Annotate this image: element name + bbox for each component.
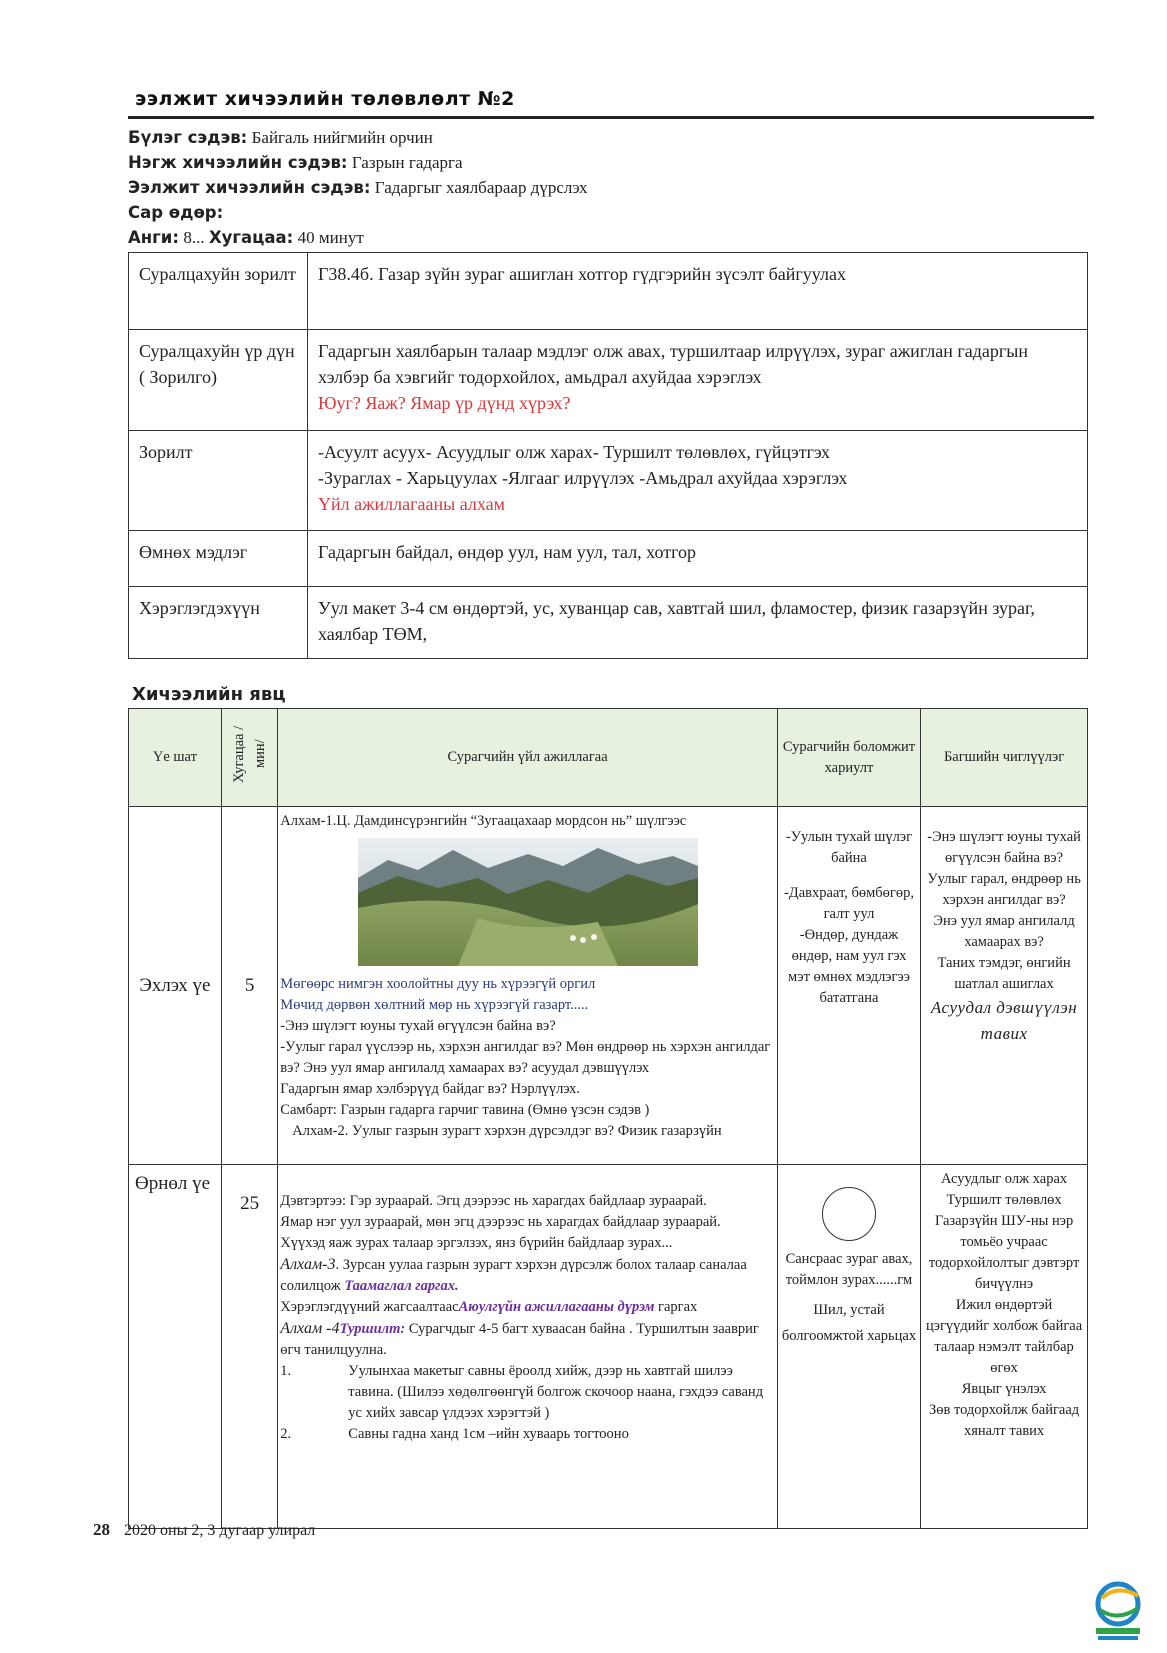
process-title: Хичээлийн явц <box>132 684 286 705</box>
question-text: -Уулыг гарал үүслээр нь, хэрхэн ангилдаг вэ? Мөн өндрөөр нь хэрхэн ангилдаг вэ? Энэ уул ямар ангилалд хамаарах вэ? асуудал дэвшүүлэх <box>280 1039 771 1076</box>
row-key: Суралцахуйн зорилт <box>129 253 308 330</box>
header-time <box>221 709 277 807</box>
list-number: 2. <box>280 1426 292 1442</box>
teacher-text: Газарзүйн ШУ-ны нэр томьёо учраас тодорхойлолтыг дэвтэрт бичүүлнэ <box>928 1213 1080 1292</box>
row-value <box>308 330 1088 431</box>
unit-value: Газрын гадарга <box>351 153 463 172</box>
answer-text: -Уулын тухай шүлэг байна <box>785 829 913 866</box>
table-row <box>129 531 1088 587</box>
step-text: . Зурсан уулаа газрын зурагт хэрхэн дүрсэлж болох талаар саналаа солилцож <box>280 1257 747 1294</box>
question-text: -Энэ шүлэгт юуны тухай өгүүлсэн байна вэ? <box>280 1018 556 1034</box>
grade-label: Анги: <box>128 228 179 247</box>
publisher-logo-icon <box>1088 1576 1148 1646</box>
teacher-text: Туршилт төлөвлөх <box>946 1192 1062 1208</box>
activity-text: Хүүхэд яаж зурах талаар эргэлзэх, янз бүрийн байдлаар зурах... <box>280 1235 673 1251</box>
page-footer <box>93 1520 315 1540</box>
section-value: Байгаль нийгмийн орчин <box>251 128 433 147</box>
activity-text: Ямар нэг уул зураарай, мөн эгц дээрээс нь харагдах байдлаар зураарай. <box>280 1214 721 1230</box>
grade-value: 8... <box>183 228 205 247</box>
teacher-text: Ижил өндөртэй цэгүүдийг холбож байгаа талаар нэмэлт тайлбар өгөх <box>925 1297 1083 1376</box>
board-text: Самбарт: Газрын гадарга гарчиг тавина (Өмнө үзсэн сэдэв ) <box>280 1102 650 1118</box>
teacher-cell <box>921 1165 1088 1529</box>
page-number: 28 <box>93 1520 110 1539</box>
table-row <box>129 330 1088 431</box>
row-key: Суралцахуйн үр дүн ( Зорилго) <box>129 330 308 431</box>
step-text: Хэрэглэгдүүний жагсаалтаас <box>280 1299 459 1315</box>
row-value <box>308 253 1088 330</box>
table-row <box>129 1165 1088 1529</box>
table-header-row <box>129 709 1088 807</box>
row-value <box>308 531 1088 587</box>
row-line: Уул макет 3-4 см өндөртэй, ус, хуванцар сав, хавтгай шил, фламостер, физик газарзүйн зураг, хаялбар ТӨМ, <box>318 598 1035 644</box>
list-number: 1. <box>280 1363 292 1379</box>
teacher-text: Явцыг үнэлэх <box>961 1381 1047 1397</box>
row-note: Юуг? Яаж? Ямар үр дүнд хүрэх? <box>318 393 571 413</box>
answer-text: Сансраас зураг авах, тоймлон зурах......гм <box>785 1251 913 1288</box>
header-teacher: Багшийн чиглүүлэг <box>921 709 1088 807</box>
lesson-label: Ээлжит хичээлийн сэдэв: <box>128 178 371 197</box>
poem-line: Мөгөөрс нимгэн хоолойтны дуу нь хүрээгүй оргил <box>280 976 596 992</box>
row-key: Өмнөх мэдлэг <box>129 531 308 587</box>
duration-value: 40 минут <box>297 228 364 247</box>
row-line: Г38.4б. Газар зүйн зураг ашиглан хотгор гүдгэрийн зүсэлт байгуулах <box>318 264 846 284</box>
step-text: Алхам-2. Уулыг газрын зурагт хэрхэн дүрсэлдэг вэ? Физик газарзүйн <box>292 1123 722 1139</box>
time-cell: 5 <box>221 807 277 1165</box>
teacher-text: -Энэ шүлэгт юуны тухай өгүүлсэн байна вэ? <box>927 829 1081 866</box>
step-label: Алхам -4 <box>280 1320 340 1337</box>
teacher-text: Таних тэмдэг, өнгийн шатлал ашиглах <box>937 955 1071 992</box>
circle-drawing <box>822 1187 876 1241</box>
step-text: гаргах <box>654 1299 698 1315</box>
lesson-info-table <box>128 252 1088 659</box>
answer-cell <box>777 1165 920 1529</box>
poem-line: Мөчид дөрвөн хөлтний мөр нь хүрээгүй газарт..... <box>280 997 589 1013</box>
row-value <box>308 587 1088 659</box>
answer-text: -Давхраат, бөмбөгөр, галт уул <box>783 885 914 922</box>
table-row <box>129 253 1088 330</box>
header-answer: Сурагчийн боломжит хариулт <box>777 709 920 807</box>
step-text: Алхам-1.Ц. Дамдинсүрэнгийн “Зугаацахаар мордсон нь” шүлгээс <box>280 813 687 829</box>
row-note: Үйл ажиллагааны алхам <box>318 494 505 514</box>
row-key: Хэрэглэгдэхүүн <box>129 587 308 659</box>
answer-text: -Өндөр, дундаж өндөр, нам уул гэх мэт өмнөх мэдлэгээ бататгана <box>788 927 910 1006</box>
header-activity: Сурагчийн үйл ажиллагаа <box>278 709 778 807</box>
activity-text <box>280 1297 775 1318</box>
answer-cell <box>777 807 920 1165</box>
unit-label: Нэгж хичээлийн сэдэв: <box>128 153 348 172</box>
list-item <box>280 1424 775 1445</box>
lesson-process-table <box>128 708 1088 1529</box>
row-line: -Асуулт асуух- Асуудлыг олж харах- Туршилт төлөвлөх, гүйцэтгэх <box>318 442 830 462</box>
highlight-text: Аюулгүйн ажиллагааны дүрэм <box>458 1299 655 1315</box>
answer-text: Шил, устай болгоомжтой харьцах <box>781 1302 917 1344</box>
step-label: Алхам-3 <box>280 1256 336 1273</box>
activity-cell <box>278 1165 778 1529</box>
teacher-text: Уулыг гарал, өндрөөр нь хэрхэн ангилдаг вэ? <box>927 871 1081 908</box>
row-key: Зорилт <box>129 431 308 531</box>
teacher-cell <box>921 807 1088 1165</box>
date-label: Сар өдөр: <box>128 203 224 222</box>
title-divider <box>128 116 1094 119</box>
activity-text <box>280 1254 775 1297</box>
row-line: Гадаргын хаялбарын талаар мэдлэг олж авах, туршилтаар илрүүлэх, зураг ажиглан гадаргын хэлбэр ба хэвгийг тодорхойлох, амьдрал ахуйдаа хэрэглэх <box>318 341 1029 387</box>
teacher-text: Зөв тодорхойлж байгаад хяналт тавих <box>928 1402 1080 1439</box>
table-row <box>129 807 1088 1165</box>
page-title: ээлжит хичээлийн төлөвлөлт №2 <box>135 88 515 110</box>
list-text: Савны гадна ханд 1см –ийн хуваарь тогтооно <box>348 1426 629 1442</box>
highlight-text: Туршилт: <box>339 1321 406 1337</box>
header-stage: Үе шат <box>129 709 222 807</box>
teacher-text: Асуудлыг олж харах <box>940 1171 1068 1187</box>
row-value <box>308 431 1088 531</box>
footer-text: 2020 оны 2, 3 дугаар улирал <box>124 1522 316 1539</box>
teacher-text: Энэ уул ямар ангилалд хамаарах вэ? <box>933 913 1075 950</box>
stage-cell: Өрнөл үе <box>129 1165 222 1529</box>
table-row <box>129 587 1088 659</box>
mountain-landscape-image <box>358 838 698 966</box>
activity-text <box>280 1318 775 1361</box>
section-label: Бүлэг сэдэв: <box>128 128 248 147</box>
step-text: Сурагчдыг 4-5 багт хуваасан байна . Туршилтын заавриг өгч танилцуулна. <box>280 1321 759 1358</box>
time-cell: 25 <box>221 1165 277 1529</box>
highlight-text: Таамаглал гаргах. <box>344 1278 459 1294</box>
activity-text: Дэвтэртээ: Гэр зураарай. Эгц дээрээс нь харагдах байдлаар зураарай. <box>280 1193 707 1209</box>
row-line: Гадаргын байдал, өндөр уул, нам уул, тал, хотгор <box>318 542 697 562</box>
activity-cell <box>278 807 778 1165</box>
stage-cell: Эхлэх үе <box>129 807 222 1165</box>
header-time-text: Хугацаа /мин/ <box>230 725 268 783</box>
teacher-text: Асуудал дэвшүүлэн тавих <box>930 998 1078 1043</box>
list-item <box>280 1361 775 1424</box>
lesson-value: Гадаргыг хаялбараар дүрслэх <box>374 178 588 197</box>
table-row <box>129 431 1088 531</box>
duration-label: Хугацаа: <box>208 228 294 247</box>
list-text: Уулынхаа макетыг савны ёроолд хийж, дээр нь хавтгай шилээ тавина. (Шилээ хөдөлгөөнгүй болгож скочоор наана, гэхдээ саванд ус хийх завсар үлдээх хэрэгтэй ) <box>348 1363 764 1421</box>
row-line: -Зураглах - Харьцуулах -Ялгааг илрүүлэх -Амьдрал ахуйдаа хэрэглэх <box>318 468 848 488</box>
lesson-meta <box>128 125 588 250</box>
question-text: Гадаргын ямар хэлбэрүүд байдаг вэ? Нэрлүүлэх. <box>280 1081 580 1097</box>
